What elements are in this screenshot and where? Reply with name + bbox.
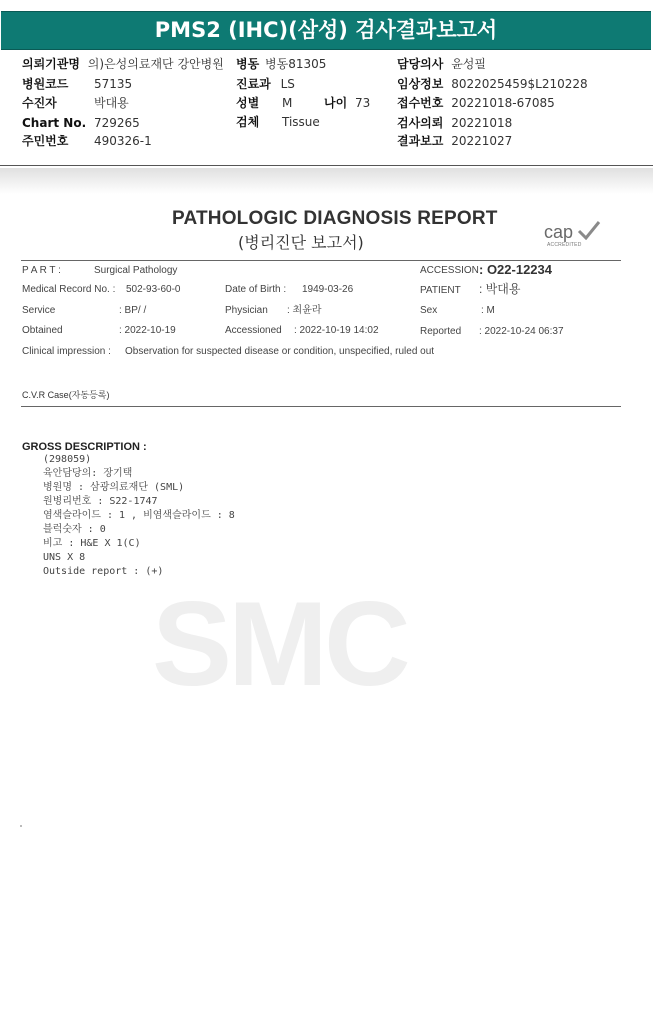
hospital-code-label: 병원코드 (22, 77, 69, 91)
gross-line: 병원명 : 삼광의료재단 (SML) (43, 482, 185, 493)
report-date-value: 20221027 (451, 134, 513, 148)
report-section-rule (21, 406, 621, 407)
ward-label: 병동 (236, 57, 260, 71)
accession-label: ACCESSION (420, 265, 479, 276)
cvr-case-label: C.V.R Case(자동등록) (22, 390, 110, 400)
sex-label: 성별 (236, 96, 260, 110)
chart-no-label: Chart No. (22, 116, 87, 130)
department-label: 진료과 (236, 77, 271, 91)
request-date-label: 검사의뢰 (397, 116, 444, 130)
sex-field (236, 96, 293, 110)
gross-line: 원병리번호 : S22-1747 (43, 496, 158, 507)
sex-value: M (282, 96, 293, 110)
report-date-label: 결과보고 (397, 134, 444, 148)
smc-watermark: SMC (152, 577, 407, 711)
report-subheading: (병리진단 보고서) (238, 233, 364, 252)
accessioned-value: : 2022-10-19 14:02 (294, 325, 379, 336)
header-divider (0, 165, 653, 166)
patient-label-en: PATIENT (420, 285, 461, 296)
clinical-impression-label: Clinical impression : (22, 346, 111, 357)
gross-description-heading: GROSS DESCRIPTION : (22, 441, 147, 453)
service-value: : BP/ / (119, 305, 147, 316)
specimen-field (236, 115, 320, 129)
page-mark (20, 825, 22, 827)
gross-line: (298059) (43, 454, 92, 465)
institution-value: 의)은성의료재단 강안병원 (87, 57, 224, 71)
institution-label: 의뢰기관명 (22, 57, 80, 71)
dob-value: 1949-03-26 (302, 284, 354, 295)
hospital-code-value: 57135 (94, 77, 133, 91)
obtained-value: : 2022-10-19 (119, 325, 176, 336)
ward-field (236, 57, 326, 71)
receipt-no-field (397, 96, 555, 110)
request-date-field (397, 116, 512, 130)
cap-accredited-logo (544, 222, 604, 252)
cap-logo-text: cap (544, 222, 574, 242)
receipt-no-value: 20221018-67085 (451, 96, 555, 110)
gross-line: Outside report : (+) (43, 566, 164, 577)
cap-accredited-text: ACCREDITED (547, 242, 582, 248)
checkmark-icon (577, 220, 601, 240)
specimen-value: Tissue (282, 115, 320, 129)
institution-field (22, 57, 224, 71)
obtained-label: Obtained (22, 325, 63, 336)
resident-no-label: 주민번호 (22, 134, 69, 148)
clinical-info-value: 8022025459$L210228 (451, 77, 588, 91)
doctor-label: 담당의사 (397, 57, 444, 71)
patient-value: 박대용 (94, 96, 129, 110)
resident-no-value: 490326-1 (94, 134, 152, 148)
chart-no-field (22, 116, 140, 130)
doctor-value: 윤성필 (451, 57, 486, 71)
clinical-info-label: 임상정보 (397, 77, 444, 91)
gross-line: 염색슬라이드 : 1 , 비염색슬라이드 : 8 (43, 510, 235, 521)
gross-line: 블럭숫자 : 0 (43, 524, 106, 535)
service-label: Service (22, 305, 56, 316)
gross-line: UNS X 8 (43, 552, 86, 563)
part-label: P A R T : (22, 265, 61, 276)
patient-field (22, 96, 129, 110)
accessioned-label: Accessioned (225, 325, 282, 336)
department-value: LS (280, 77, 295, 91)
header-shadow (0, 168, 653, 194)
specimen-label: 검체 (236, 115, 260, 129)
report-title-bar: PMS2 (IHC)(삼성) 검사결과보고서 (1, 11, 651, 50)
age-field (324, 96, 370, 110)
mrn-label: Medical Record No. : (22, 284, 116, 295)
accession-value: : O22-12234 (479, 262, 552, 277)
sex-value-en: : M (481, 305, 495, 316)
age-label: 나이 (324, 96, 348, 110)
reported-label: Reported (420, 326, 462, 337)
report-heading: PATHOLOGIC DIAGNOSIS REPORT (172, 208, 498, 229)
sex-label-en: Sex (420, 305, 438, 316)
resident-no-field (22, 134, 152, 148)
patient-label: 수진자 (22, 96, 57, 110)
gross-line: 비고 : H&E X 1(C) (43, 538, 141, 549)
hospital-code-field (22, 77, 133, 91)
physician-label: Physician (225, 305, 268, 316)
gross-line: 육안담당의: 장기택 (43, 468, 133, 479)
dob-label: Date of Birth : (225, 284, 287, 295)
doctor-field (397, 57, 486, 71)
ward-value: 병동81305 (265, 57, 327, 71)
report-date-field (397, 134, 512, 148)
part-value: Surgical Pathology (94, 265, 178, 276)
request-date-value: 20221018 (451, 116, 513, 130)
patient-value-en: : 박대용 (479, 282, 521, 296)
department-field (236, 77, 295, 91)
clinical-info-field (397, 77, 588, 91)
chart-no-value: 729265 (94, 116, 140, 130)
physician-value: : 최윤라 (287, 305, 322, 316)
report-top-rule (21, 260, 621, 261)
reported-value: : 2022-10-24 06:37 (479, 326, 564, 337)
mrn-value: 502-93-60-0 (126, 284, 181, 295)
age-value: 73 (355, 96, 371, 110)
receipt-no-label: 접수번호 (397, 96, 444, 110)
clinical-impression-value: Observation for suspected disease or condition, unspecified, ruled out (125, 346, 435, 357)
